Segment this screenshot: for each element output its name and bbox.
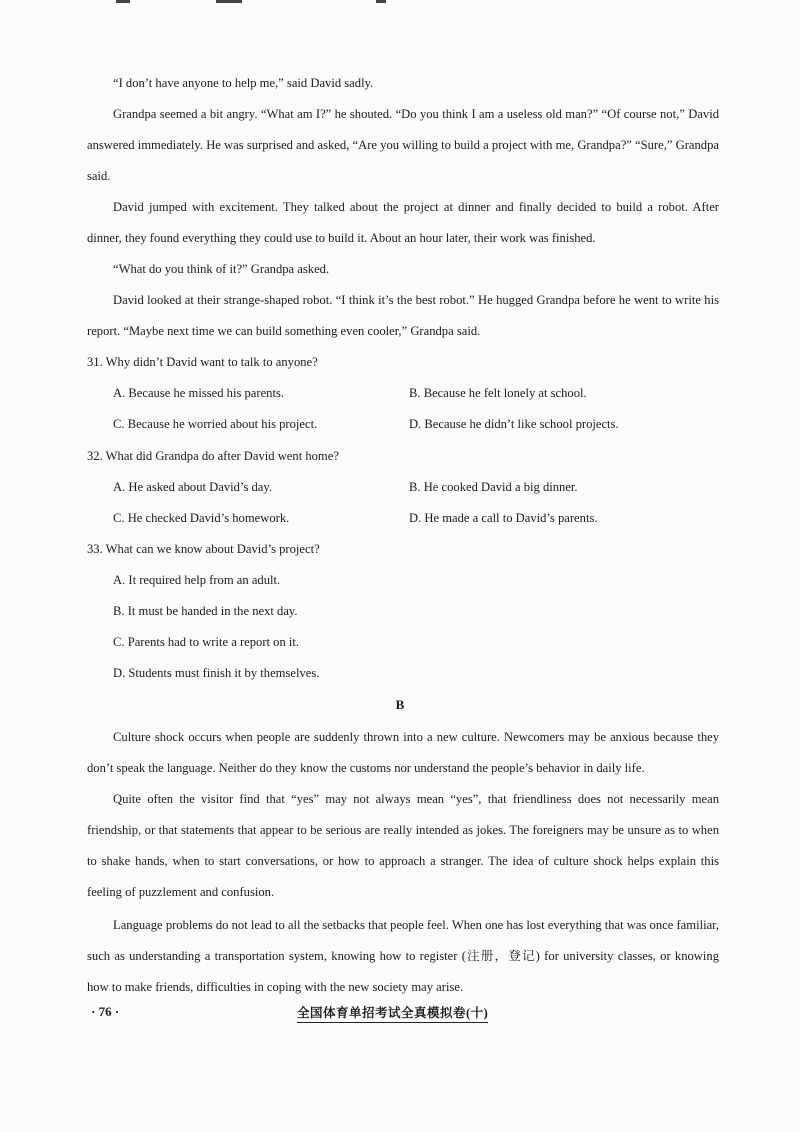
passage-a-paragraph: David looked at their strange-shaped robot. “I think it’s the best robot.” He hugged Grandpa before he went to write his report. “Maybe next time we can build something even cooler,” Grandpa said. <box>87 293 719 338</box>
top-edge-marks <box>0 0 800 4</box>
option-d[interactable]: D. He made a call to David’s parents. <box>409 511 598 525</box>
page-footer <box>87 998 727 1028</box>
option-d[interactable]: D. Because he didn’t like school projects. <box>409 417 619 431</box>
exam-title: 全国体育单招考试全真模拟卷(十) <box>297 1003 488 1023</box>
page-number: · 76 · <box>91 1004 120 1019</box>
question-stem: 32. What did Grandpa do after David went home? <box>87 449 339 463</box>
options <box>113 378 727 440</box>
question-stem: 33. What can we know about David’s project? <box>87 542 320 556</box>
options <box>113 472 727 534</box>
question-33 <box>87 534 727 689</box>
option-a[interactable]: A. It required help from an adult. <box>113 573 281 587</box>
option-b[interactable]: B. Because he felt lonely at school. <box>409 386 587 400</box>
option-a[interactable]: A. He asked about David’s day. <box>113 480 273 494</box>
passage-a-paragraph: David jumped with excitement. They talked about the project at dinner and finally decided to build a robot. After dinner, they found everything they could use to build it. About an hour later, their work was finished. <box>87 200 719 245</box>
option-b[interactable]: B. It must be handed in the next day. <box>113 604 298 618</box>
passage-b-paragraph: Quite often the visitor find that “yes” may not always mean “yes”, that friendliness does not necessarily mean friendship, or that statements that appear to be serious are really intended as jokes. The foreigners may be unsure as to when to shake hands, when to start conversations, or how to approach a stranger. The idea of culture shock helps explain this feeling of puzzlement and confusion. <box>87 792 719 899</box>
section-b-heading: B <box>395 697 405 712</box>
passage-a-paragraph: “I don’t have anyone to help me,” said David sadly. <box>113 76 374 90</box>
passage-b-paragraph: Language problems do not lead to all the setbacks that people feel. When one has lost everything that was once familiar, such as understanding a transportation system, knowing how to register (注册，登记) for university classes, or knowing how to make friends, difficulties in coping with the new society may arise. <box>87 918 719 994</box>
option-c[interactable]: C. Parents had to write a report on it. <box>113 635 300 649</box>
question-31 <box>87 347 727 440</box>
options <box>113 565 727 689</box>
passage-a-paragraph: “What do you think of it?” Grandpa asked. <box>113 262 330 276</box>
question-32 <box>87 441 727 534</box>
option-a[interactable]: A. Because he missed his parents. <box>113 386 285 400</box>
passage-b-paragraph: Culture shock occurs when people are suddenly thrown into a new culture. Newcomers may be anxious because they don’t speak the language. Neither do they know the customs nor understand the people’s behavior in daily life. <box>87 730 719 775</box>
passage-a-paragraph: Grandpa seemed a bit angry. “What am I?” he shouted. “Do you think I am a useless old man?” “Of course not,” David answered immediately. He was surprised and asked, “Are you willing to build a project with me, Grandpa?” “Sure,” Grandpa said. <box>87 107 719 183</box>
option-d[interactable]: D. Students must finish it by themselves. <box>113 666 320 680</box>
option-b[interactable]: B. He cooked David a big dinner. <box>409 480 578 494</box>
option-c[interactable]: C. He checked David’s homework. <box>113 511 290 525</box>
option-c[interactable]: C. Because he worried about his project. <box>113 417 318 431</box>
question-stem: 31. Why didn’t David want to talk to anyone? <box>87 355 318 369</box>
